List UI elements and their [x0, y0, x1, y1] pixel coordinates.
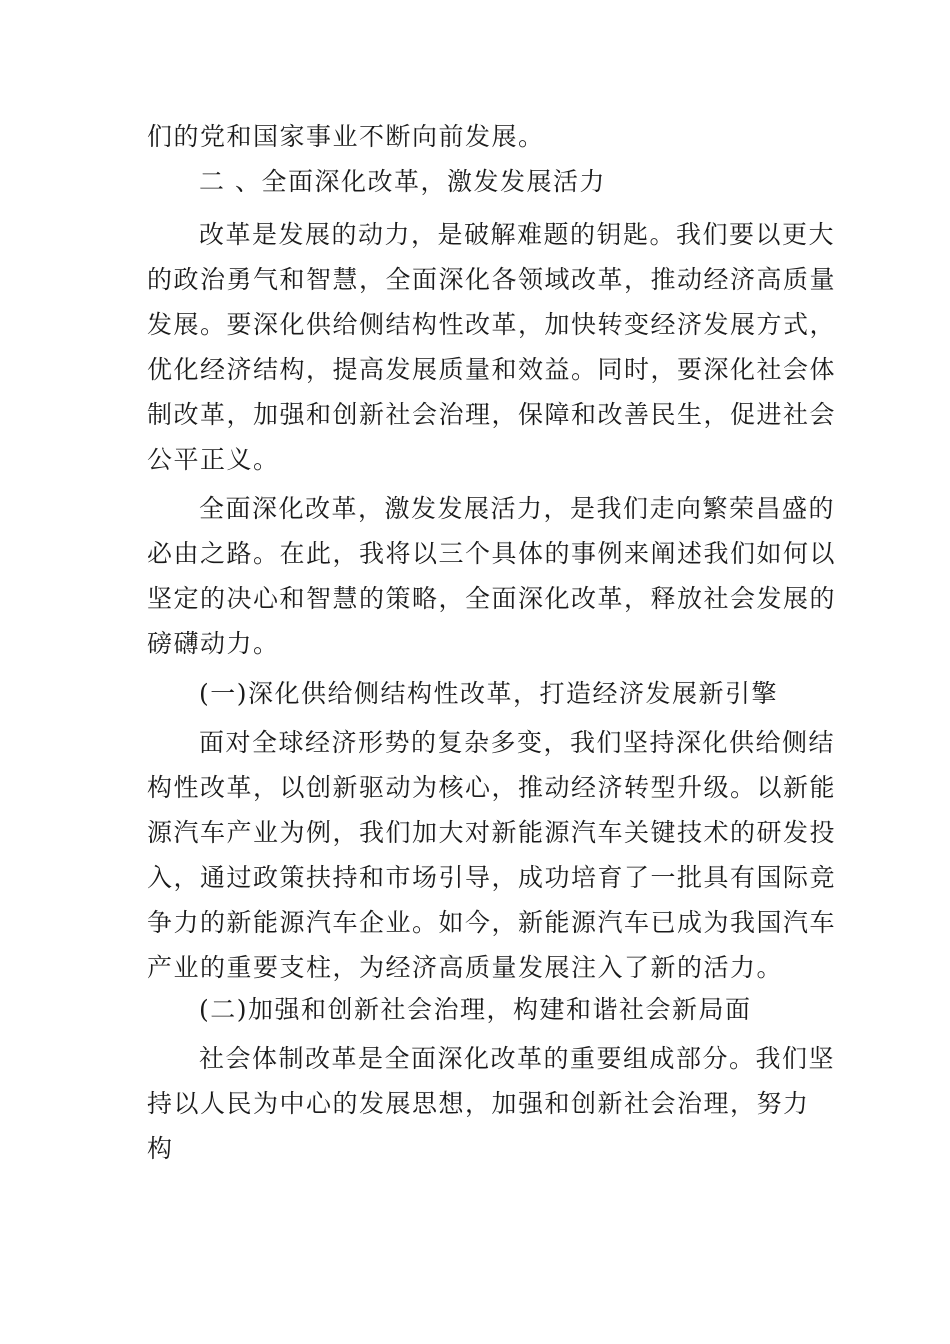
paragraph-path-to-prosperity	[147, 486, 837, 666]
paragraph-line: 改革是发展的动力，是破解难题的钥匙。我们要以更大	[199, 220, 836, 249]
paragraph-line: 争力的新能源汽车企业。如今，新能源汽车已成为我国汽车	[147, 908, 837, 937]
subsection-1-heading: (一)深化供给侧结构性改革，打造经济发展新引擎	[199, 679, 779, 708]
paragraph-supply-side-reform	[147, 720, 837, 990]
paragraph-line: 构	[147, 1134, 174, 1163]
paragraph-line: 的政治勇气和智慧，全面深化各领域改革，推动经济高质量	[147, 265, 837, 294]
paragraph-line: 面对全球经济形势的复杂多变，我们坚持深化供给侧结	[199, 728, 836, 757]
paragraph-line: 优化经济结构，提高发展质量和效益。同时，要深化社会体	[147, 355, 837, 384]
paragraph-line: 发展。要深化供给侧结构性改革，加快转变经济发展方式，	[147, 310, 837, 339]
paragraph-line: 全面深化改革，激发发展活力，是我们走向繁荣昌盛的	[199, 494, 836, 523]
paragraph-line: 磅礴动力。	[147, 629, 280, 658]
paragraph-line: 持以人民为中心的发展思想，加强和创新社会治理，努力	[147, 1089, 810, 1118]
paragraph-line: 源汽车产业为例，我们加大对新能源汽车关键技术的研发投	[147, 818, 837, 847]
paragraph-reform-driver	[147, 212, 837, 482]
section-2-heading: 二 、全面深化改革，激发发展活力	[199, 167, 606, 196]
paragraph-social-governance	[147, 1036, 836, 1171]
continuation-line: 们的党和国家事业不断向前发展。	[147, 122, 545, 151]
paragraph-line: 制改革，加强和创新社会治理，保障和改善民生，促进社会	[147, 400, 837, 429]
paragraph-line: 入，通过政策扶持和市场引导，成功培育了一批具有国际竞	[147, 863, 837, 892]
paragraph-line: 构性改革，以创新驱动为核心，推动经济转型升级。以新能	[147, 773, 837, 802]
paragraph-line: 坚定的决心和智慧的策略，全面深化改革，释放社会发展的	[147, 584, 837, 613]
paragraph-line: 必由之路。在此，我将以三个具体的事例来阐述我们如何以	[147, 539, 837, 568]
paragraph-line: 产业的重要支柱，为经济高质量发展注入了新的活力。	[147, 953, 784, 982]
paragraph-line: 公平正义。	[147, 445, 280, 474]
subsection-2-heading: (二)加强和创新社会治理，构建和谐社会新局面	[199, 995, 752, 1024]
paragraph-line: 社会体制改革是全面深化改革的重要组成部分。我们坚	[199, 1044, 836, 1073]
